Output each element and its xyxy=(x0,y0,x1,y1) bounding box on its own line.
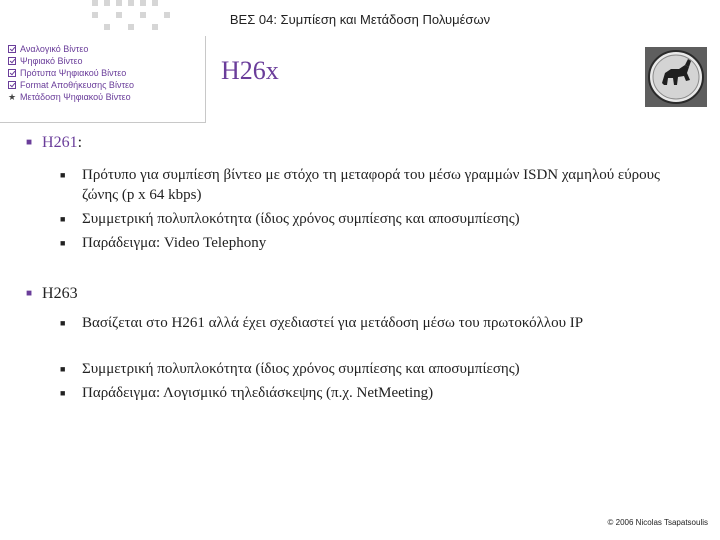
header-divider xyxy=(205,36,206,123)
square-bullet-icon: ■ xyxy=(60,214,66,224)
checkbox-icon xyxy=(8,69,16,77)
checkbox-icon xyxy=(8,45,16,53)
list-item xyxy=(60,233,680,253)
list-item xyxy=(60,209,680,229)
list-item-text: Συμμετρική πολυπλοκότητα (ίδιος χρόνος συμπίεσης και αποσυμπίεσης) xyxy=(82,361,520,377)
section-heading xyxy=(26,285,78,303)
toc-item-label: Μετάδοση Ψηφιακού Βίντεο xyxy=(20,92,131,102)
slide-title: H26x xyxy=(221,56,279,85)
list-item xyxy=(60,383,680,403)
list-item xyxy=(60,165,680,205)
toc-item[interactable] xyxy=(8,43,134,55)
list-item-text: Παράδειγμα: Λογισμικό τηλεδιάσκεψης (π.χ. NetMeeting) xyxy=(82,385,434,401)
course-title: ΒΕΣ 04: Συμπίεση και Μετάδοση Πολυμέσων xyxy=(229,12,491,27)
square-bullet-icon: ■ xyxy=(60,238,66,248)
square-bullet-icon: ■ xyxy=(26,137,33,148)
toc-item-label: Ψηφιακό Βίντεο xyxy=(20,56,83,66)
header-divider xyxy=(0,122,205,123)
section-heading xyxy=(26,134,82,152)
square-bullet-icon: ■ xyxy=(60,170,66,180)
section-suffix: : xyxy=(77,134,83,151)
list-item xyxy=(60,313,680,333)
square-bullet-icon: ■ xyxy=(60,318,66,328)
toc-item-current[interactable] xyxy=(8,91,134,103)
list-item-text: Πρότυπο για συμπίεση βίντεο με στόχο τη μεταφορά του μέσω γραμμών ISDN χαμηλού εύρους ζώνης (p x 64 kbps) xyxy=(82,167,660,203)
section-label: H263 xyxy=(42,285,78,302)
toc-item-label: Αναλογικό Βίντεο xyxy=(20,44,89,54)
square-bullet-icon: ■ xyxy=(26,288,33,299)
square-bullet-icon: ■ xyxy=(60,364,66,374)
list-item-text: Συμμετρική πολυπλοκότητα (ίδιος χρόνος συμπίεσης και αποσυμπίεσης) xyxy=(82,211,520,227)
toc-item-label: Format Αποθήκευσης Βίντεο xyxy=(20,80,135,90)
list-item-text: Βασίζεται στο H261 αλλά έχει σχεδιαστεί για μετάδοση μέσω του πρωτοκόλλου IP xyxy=(82,315,584,331)
checkbox-icon xyxy=(8,57,16,65)
list-item xyxy=(60,359,680,379)
toc-item[interactable] xyxy=(8,79,134,91)
toc-item[interactable] xyxy=(8,55,134,67)
toc-item-label: Πρότυπα Ψηφιακού Βίντεο xyxy=(20,68,127,78)
coin-logo-icon xyxy=(645,47,707,107)
list-item-text: Παράδειγμα: Video Telephony xyxy=(82,235,267,251)
copyright-footer: © 2006 Nicolas Tsapatsoulis xyxy=(607,518,708,527)
square-bullet-icon: ■ xyxy=(60,388,66,398)
toc-item[interactable] xyxy=(8,67,134,79)
table-of-contents xyxy=(8,43,134,103)
checkbox-icon xyxy=(8,81,16,89)
star-icon: ★ xyxy=(8,92,17,102)
section-label: H261 xyxy=(42,134,78,151)
